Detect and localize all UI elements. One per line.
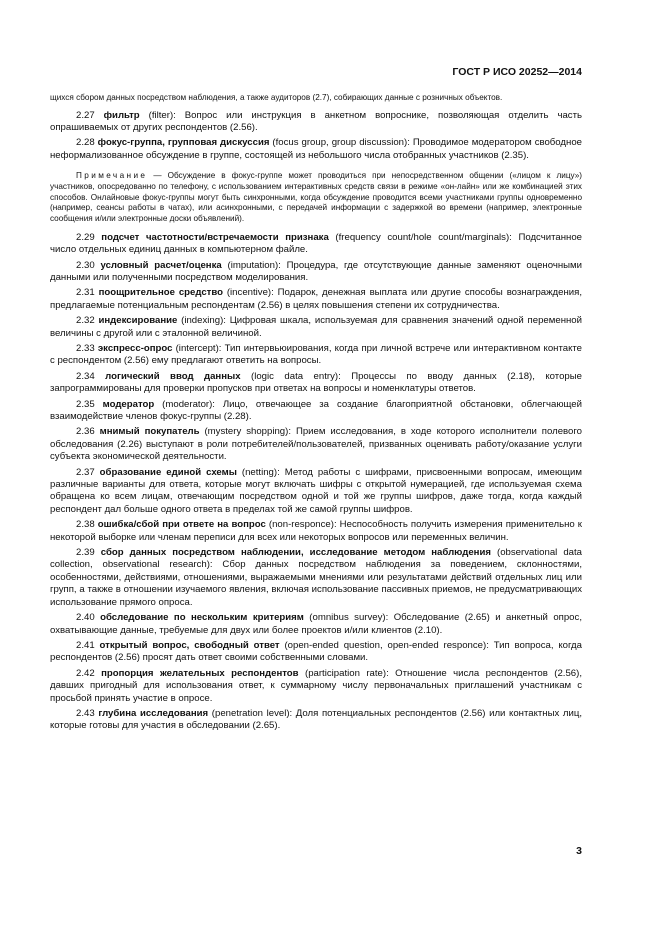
definitions-list-a [50, 110, 582, 163]
definition-entry [50, 110, 582, 135]
entry-definition: (logic data entry): Процессы по вводу данных (2.18), которые запрограммированы для проверки пропусков при ответах на вопросы и номенклатуры ответов. [50, 370, 582, 395]
definition-entry [50, 399, 582, 424]
note-label: Примечание [76, 171, 148, 181]
entry-number: 2.30 [76, 259, 95, 271]
entry-number: 2.29 [76, 231, 95, 243]
entry-number: 2.37 [76, 466, 95, 478]
entry-definition: (focus group, group discussion): Проводимое модератором свободное неформализованное обсуждение в группе, состоящей из небольшого числа отобранных участников (2.35). [50, 137, 582, 161]
definition-entry [50, 426, 582, 463]
entry-definition: (indexing): Цифровая шкала, используемая для сравнения значений одной переменной величины с другой или с эталонной величиной. [50, 315, 582, 339]
note-paragraph [50, 171, 582, 225]
document-body [50, 93, 582, 733]
entry-number: 2.33 [76, 342, 95, 354]
entry-term: фильтр [103, 109, 140, 121]
definition-entry [50, 343, 582, 368]
entry-term: поощрительное средство [98, 287, 223, 299]
entry-number: 2.40 [76, 612, 95, 624]
entry-number: 2.41 [76, 639, 95, 651]
entry-definition: (omnibus survey): Обследование (2.65) и анкетный опрос, охватывающие данные, требуемые для двух или более проектов и/или клиентов (2.10). [50, 612, 582, 636]
definition-entry [50, 668, 582, 705]
entry-definition: (participation rate): Отношение числа респондентов (2.56), давших пригодный для использования ответ, к суммарному числу первоначальных приглашений участникам с просьбой принять участие в опросе. [50, 667, 582, 704]
definition-entry [50, 232, 582, 257]
definition-entry [50, 315, 582, 340]
entry-definition: (penetration level): Доля потенциальных респондентов (2.56) или контактных лиц, которые готовы для участия в обследовании (2.65). [50, 707, 583, 732]
entry-definition: (observational data collection, observational research): Сбор данных посредством наблюдения за поведением, склонностями, особенностями, действиями, отношениями, выражаемыми мнениями или результатами действий отдельных лиц или групп, а также в отношении изучаемого явления, включая использование пассивных приемов, не предусматривающих использование прямого опроса. [50, 547, 583, 608]
entry-term: сбор данных посредством наблюдении, исследование методом наблюдения [100, 547, 491, 559]
document-header: ГОСТ Р ИСО 20252—2014 [452, 66, 582, 78]
entry-number: 2.36 [76, 426, 95, 438]
entry-term: условный расчет/оценка [100, 259, 222, 271]
entry-definition: (intercept): Тип интервьюирования, когда при личной встрече или интерактивном контакте с респондентом (2.56) ему предлагают ответить на вопросы. [50, 342, 583, 367]
page-number: 3 [576, 845, 582, 857]
entry-term: фокус-группа, групповая дискуссия [97, 137, 270, 149]
definitions-list-b [50, 232, 582, 733]
definition-entry [50, 287, 582, 312]
continuation-text: щихся сбором данных посредством наблюдения, а также аудиторов (2.7), собирающих данные с розничных объектов. [50, 93, 503, 102]
entry-definition: (incentive): Подарок, денежная выплата или другие способы вознаграждения, предлагаемые потенциальным респондентам (2.56) в целях повышения степени их сотрудничества. [50, 287, 582, 311]
entry-definition: (frequency count/hole count/marginals): Подсчитанное число отдельных единиц данных в компьютерном файле. [50, 231, 582, 256]
entry-term: модератор [102, 398, 155, 410]
definition-entry [50, 519, 582, 544]
entry-term: логический ввод данных [105, 370, 241, 382]
note-text: — Обсуждение в фокус-группе может проводиться при непосредственном общении («лицом к лицу») участников, опосредованно по телефону, с использованием интерактивных средств связи в режиме «он-лайн» или же комбинацией этих способов. Онлайновые фокус-группы могут быть синхронными, когда обсуждение проводится всеми участниками группы одновременно (например, сеансы работы в чатах), или асинхронными, с передачей информации с задержкой во времени (например, электронные сообщения и/или электронные доски объявлений). [50, 171, 582, 224]
entry-term: обследование по нескольким критериям [100, 612, 304, 624]
entry-definition: (open-ended question, open-ended responce): Тип вопроса, когда респондентов (2.56) просят дать ответ своими собственными словами. [50, 639, 582, 664]
definition-entry [50, 260, 582, 285]
entry-number: 2.27 [76, 109, 95, 121]
entry-definition: (filter): Вопрос или инструкция в анкетном вопроснике, позволяющая отделить часть опрашиваемых от других респондентов (2.56). [50, 109, 582, 133]
entry-term: экспресс-опрос [97, 342, 173, 354]
definition-entry [50, 612, 582, 637]
definition-entry [50, 547, 582, 609]
entry-term: индексирование [98, 315, 178, 327]
entry-number: 2.42 [76, 667, 95, 679]
entry-term: мнимый покупатель [99, 426, 200, 438]
entry-number: 2.31 [76, 287, 95, 299]
entry-definition: (mystery shopping): Прием исследования, в ходе которого исполнители полевого обследования (2.26) выступают в роли потребителей/пользователей, призванных оценивать работу/оказание услуги субъекта экономической деятельности. [50, 426, 583, 463]
entry-number: 2.32 [76, 315, 95, 327]
entry-number: 2.39 [76, 547, 95, 559]
entry-number: 2.43 [76, 707, 95, 719]
entry-number: 2.34 [76, 370, 95, 382]
entry-definition: (non-responce): Неспособность получить измерения применительно к некоторой выборке или членам переписи для всех или некоторых вопросов или переменных величин. [50, 519, 582, 543]
entry-definition: (imputation): Процедура, где отсутствующие данные заменяют оценочными данными или полученными посредством моделирования. [50, 259, 582, 283]
definition-entry [50, 708, 582, 733]
definition-entry [50, 467, 582, 517]
entry-definition: (netting): Метод работы с шифрами, присвоенными вопросам, имеющим различные варианты для ответа, которые могут включать шифры с открытой нумерацией, где используемая схема обращена ко всем лицам, отвечающим посредством одной и той же группы шифров, даже тогда, когда каждый респондент дал больше одного ответа в пределах той же самой группы шифров. [50, 466, 583, 515]
definition-entry [50, 640, 582, 665]
entry-definition: (moderator): Лицо, отвечающее за создание благоприятной обстановки, облегчающей взаимодействие членов фокус-группы (2.28). [50, 398, 582, 423]
entry-term: пропорция желательных респондентов [101, 667, 299, 679]
definition-entry [50, 137, 582, 162]
definition-entry [50, 371, 582, 396]
entry-number: 2.28 [76, 137, 95, 149]
entry-term: глубина исследования [98, 707, 209, 719]
entry-term: подсчет частотности/встречаемости признака [101, 231, 329, 243]
entry-term: открытый вопрос, свободный ответ [99, 639, 280, 651]
entry-number: 2.38 [76, 519, 95, 531]
entry-term: образование единой схемы [99, 466, 237, 478]
entry-term: ошибка/сбой при ответе на вопрос [97, 519, 266, 531]
entry-number: 2.35 [76, 398, 95, 410]
